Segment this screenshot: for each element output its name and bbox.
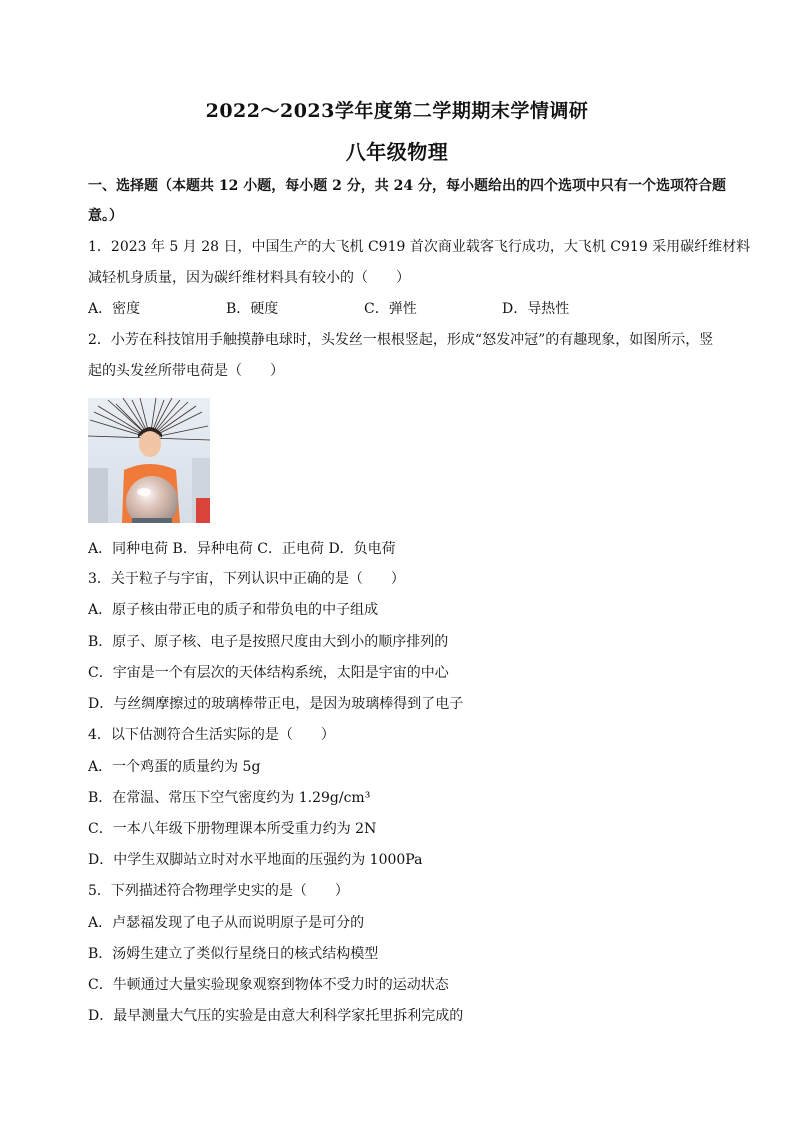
question-1-stem-cont: 减轻机身质量，因为碳纤维材料具有较小的（ ） (88, 270, 410, 286)
question-4-option-d: D．中学生双脚站立时对水平地面的压强约为 1000Pa (88, 852, 423, 868)
question-4-stem: 4．以下估测符合生活实际的是（ ） (88, 727, 335, 743)
question-4-option-c: C．一本八年级下册物理课本所受重力约为 2N (88, 821, 377, 837)
question-2-stem: 2．小芳在科技馆用手触摸静电球时，头发丝一根根竖起，形成“怒发冲冠”的有趣现象，如图所示，竖 (88, 332, 714, 348)
exam-title: 2022～2023学年度第二学期期末学情调研 (205, 100, 589, 122)
question-2-stem-cont: 起的头发丝所带电荷是（ ） (88, 363, 284, 379)
question-1-options (88, 299, 569, 319)
question-2-options: A．同种电荷 B．异种电荷 C．正电荷 D．负电荷 (88, 541, 396, 557)
question-5-option-c: C．牛顿通过大量实验现象观察到物体不受力时的运动状态 (88, 977, 449, 993)
section-heading-cont: 意。） (88, 208, 123, 224)
question-3-option-a: A．原子核由带正电的质子和带负电的中子组成 (88, 602, 379, 618)
question-1-stem: 1．2023 年 5 月 28 日，中国生产的大飞机 C919 首次商业载客飞行成功，大飞机 C919 采用碳纤维材料 (88, 239, 751, 255)
question-5-stem: 5．下列描述符合物理学史实的是（ ） (88, 883, 349, 899)
question-3-option-b: B．原子、原子核、电子是按照尺度由大到小的顺序排列的 (88, 634, 449, 650)
section-heading: 一、选择题（本题共 12 小题，每小题 2 分，共 24 分，每小题给出的四个选项中只有一个选项符合题 (88, 178, 726, 194)
question-3-stem: 3．关于粒子与宇宙，下列认识中正确的是（ ） (88, 571, 405, 587)
question-5-option-b: B．汤姆生建立了类似行星绕日的核式结构模型 (88, 946, 379, 962)
exam-subtitle: 八年级物理 (345, 140, 449, 164)
option-b: B．硬度 (226, 301, 279, 317)
question-3-option-d: D．与丝绸摩擦过的玻璃棒带正电，是因为玻璃棒得到了电子 (88, 696, 464, 712)
question-4-option-a: A．一个鸡蛋的质量约为 5g (88, 759, 261, 775)
question-5-option-a: A．卢瑟福发现了电子从而说明原子是可分的 (88, 915, 365, 931)
static-electricity-photo (88, 398, 210, 523)
question-3-option-c: C．宇宙是一个有层次的天体结构系统，太阳是宇宙的中心 (88, 665, 449, 681)
option-a: A．密度 (88, 301, 141, 317)
option-d: D．导热性 (502, 301, 570, 317)
option-c: C．弹性 (364, 301, 417, 317)
question-4-option-b: B．在常温、常压下空气密度约为 1.29g/cm³ (88, 790, 371, 806)
question-5-option-d: D．最早测量大气压的实验是由意大利科学家托里拆利完成的 (88, 1008, 464, 1024)
